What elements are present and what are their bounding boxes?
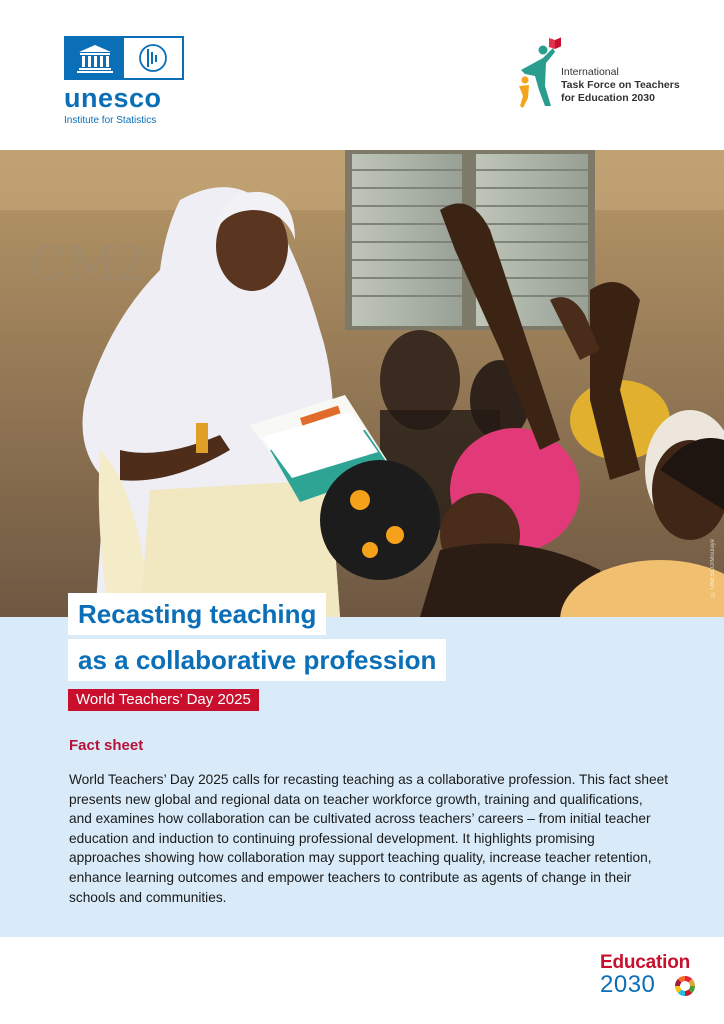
title-line-1: Recasting teaching	[68, 593, 326, 635]
uis-circle-icon	[124, 38, 182, 78]
education-2030-logo	[600, 952, 700, 1002]
teacher-figure-icon	[515, 36, 561, 108]
cover-photo	[0, 150, 724, 617]
task-force-line-3: for Education 2030	[561, 92, 655, 104]
task-force-name	[561, 66, 680, 105]
education-year: 2030	[600, 971, 656, 998]
classroom-photo-illustration	[0, 150, 724, 617]
task-force-line-1: International	[561, 66, 619, 78]
body-paragraph: World Teachers’ Day 2025 calls for recasting teaching as a collaborative profession. This fact sheet presents new global and regional data on teacher workforce growth, training and qualifications, and examines how collaboration can be cultivated across teachers’ careers – from initial teacher education and induction to continuing professional development. It highlights promising approaches showing how collaboration may support teaching quality, increase teacher retention, enhance learning outcomes and empower teachers to contribute as agents of change in their schools and communities.	[69, 772, 669, 905]
unesco-subtitle: Institute for Statistics	[64, 115, 157, 126]
task-force-logo	[515, 36, 685, 108]
sdg-wheel-icon	[674, 975, 696, 997]
photo-credit: © UNESCO/Moulaye	[710, 539, 716, 597]
svg-text:CM2: CM2	[30, 236, 147, 292]
page-header	[0, 0, 724, 150]
education-word: Education	[600, 952, 691, 973]
unesco-temple-icon	[66, 38, 124, 78]
unesco-logo	[64, 36, 184, 126]
unesco-wordmark: unesco	[64, 83, 162, 113]
event-badge: World Teachers’ Day 2025	[68, 689, 259, 711]
section-label: Fact sheet	[69, 737, 144, 754]
unesco-emblem	[64, 36, 184, 80]
title-line-2: as a collaborative profession	[68, 639, 446, 681]
task-force-line-2: Task Force on Teachers	[561, 79, 680, 91]
